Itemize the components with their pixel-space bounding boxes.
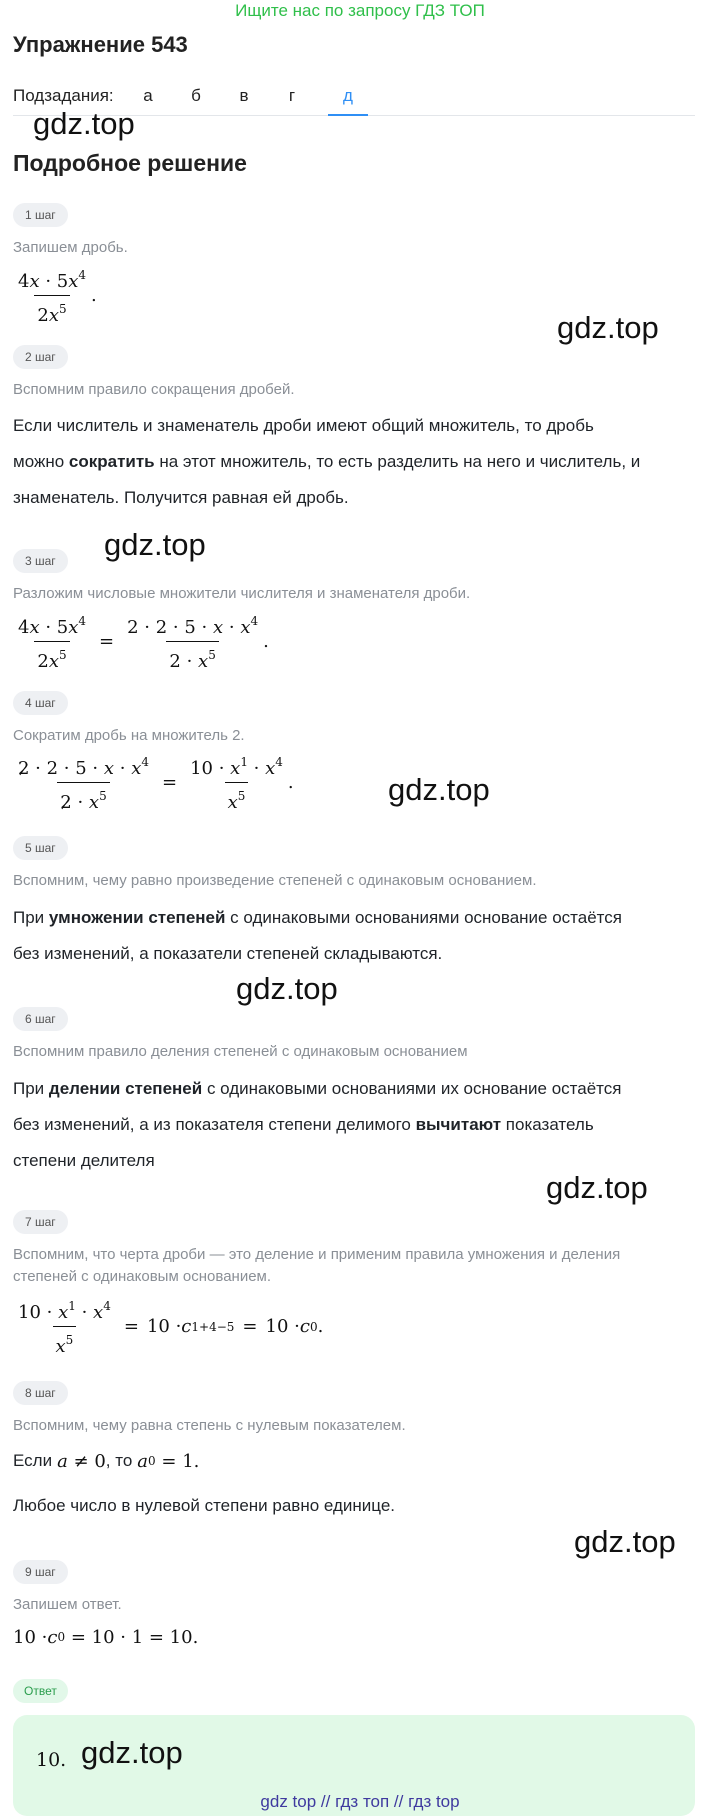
top-banner[interactable]: Ищите нас по запросу ГДЗ ТОП — [235, 1, 485, 20]
answer-value: 10. — [36, 1749, 67, 1771]
step-badge-8: 8 шаг — [13, 1381, 68, 1405]
formula-step-1: $\frac{4x \cdot 5x^4}{2x^5}$ . — [18, 268, 97, 326]
step-text-5: При умножении степеней с одинаковыми основаниями основание остаётся без изменений, а показатели степеней складываются. — [13, 908, 622, 963]
answer-badge: Ответ — [13, 1679, 68, 1703]
formula-step-4: $\frac{2 \cdot 2 \cdot 5 \cdot x \cdot x^4}{2 \cdot x^5}$ = $\frac{10 \cdot x^1 \cdot x^4}{x^5}$ . — [18, 755, 294, 813]
step-note-1: Запишем дробь. — [13, 239, 128, 256]
step-text-6: При делении степеней с одинаковыми основаниями их основание остаётся без изменений, а из показателя степени делимого вычитают показатель степени делителя — [13, 1079, 622, 1170]
step-badge-1: 1 шаг — [13, 203, 68, 227]
step-badge-4: 4 шаг — [13, 691, 68, 715]
step-note-8: Вспомним, чему равна степень с нулевым показателем. — [13, 1417, 406, 1434]
step-rule-8: Если a ≠ 0 , то a 0 = 1. — [13, 1450, 200, 1472]
footer-links[interactable]: gdz top // гдз топ // гдз top — [260, 1792, 460, 1811]
watermark: gdz.top — [574, 1524, 676, 1559]
step-badge-3: 3 шаг — [13, 549, 68, 573]
watermark: gdz.top — [236, 971, 338, 1006]
formula-step-3: $\frac{4x \cdot 5x^4}{2x^5}$ = $\frac{2 \cdot 2 \cdot 5 \cdot x \cdot x^4}{2 \cdot x^5}$ . — [18, 614, 269, 672]
watermark: gdz.top — [104, 527, 206, 562]
watermark: gdz.top — [546, 1170, 648, 1205]
step-badge-2: 2 шаг — [13, 345, 68, 369]
watermark: gdz.top — [557, 310, 659, 345]
step-note-2: Вспомним правило сокращения дробей. — [13, 381, 295, 398]
step-text-2: Если числитель и знаменатель дроби имеют общий множитель, то дробь можно сократить на этот множитель, то есть разделить на него и числитель, и знаменатель. Получится равная ей дробь. — [13, 416, 641, 507]
watermark: gdz.top — [81, 1735, 183, 1770]
section-title: Подробное решение — [13, 150, 247, 176]
tab-a[interactable]: а — [143, 86, 153, 105]
step-badge-5: 5 шаг — [13, 836, 68, 860]
step-badge-9: 9 шаг — [13, 1560, 68, 1584]
subtasks-label: Подзадания: — [13, 86, 114, 105]
tab-b[interactable]: б — [191, 86, 201, 105]
step-note-6: Вспомним правило деления степеней с одинаковым основанием — [13, 1043, 468, 1060]
step-note-7: Вспомним, что черта дроби — это деление и применим правила умножения и деления степеней с одинаковым основанием. — [13, 1246, 621, 1285]
step-text-8: Любое число в нулевой степени равно единице. — [13, 1496, 396, 1515]
step-note-9: Запишем ответ. — [13, 1596, 122, 1613]
watermark: gdz.top — [33, 106, 135, 141]
tab-d[interactable]: д — [328, 84, 368, 116]
tab-v[interactable]: в — [239, 86, 249, 105]
formula-step-7: $\frac{10 \cdot x^1 \cdot x^4}{x^5}$ = 10 · c 1+4−5 = 10 · c 0 . — [18, 1299, 324, 1357]
page-title: Упражнение 543 — [13, 32, 188, 57]
step-note-5: Вспомним, чему равно произведение степеней с одинаковым основанием. — [13, 872, 537, 889]
step-note-4: Сократим дробь на множитель 2. — [13, 727, 245, 744]
step-note-3: Разложим числовые множители числителя и знаменателя дроби. — [13, 585, 471, 602]
step-badge-7: 7 шаг — [13, 1210, 68, 1234]
step-badge-6: 6 шаг — [13, 1007, 68, 1031]
watermark: gdz.top — [388, 772, 490, 807]
formula-step-9: 10 · c 0 = 10 · 1 = 10. — [13, 1626, 199, 1648]
tab-g[interactable]: г — [288, 86, 296, 105]
